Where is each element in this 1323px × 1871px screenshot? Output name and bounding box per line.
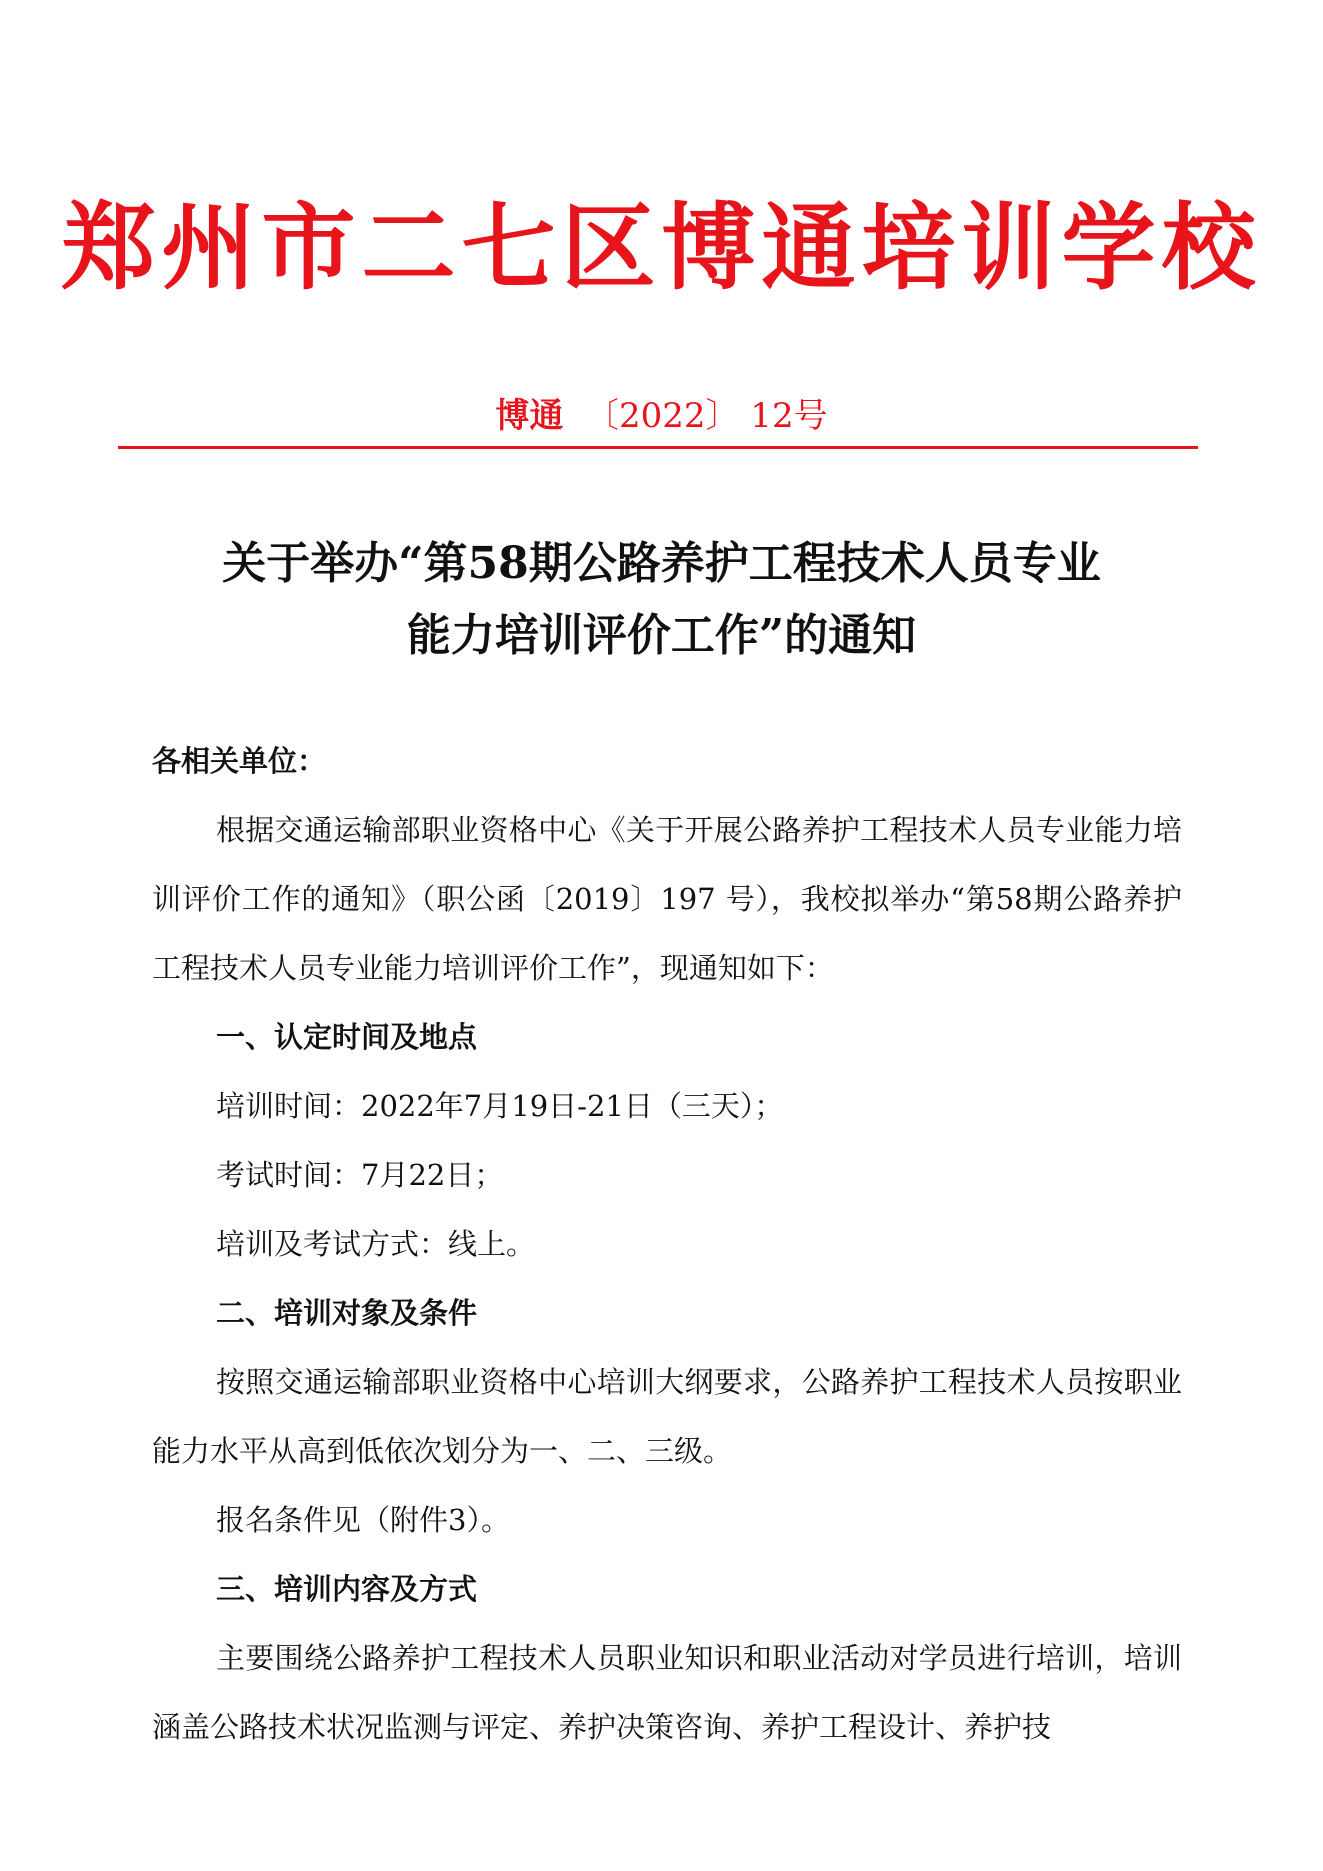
section-2-paragraph-2: 报名条件见（附件3）。 [216,1503,510,1537]
section-2-heading: 二、培训对象及条件 [216,1296,478,1330]
salutation: 各相关单位： [152,744,327,778]
exam-time: 考试时间：7月22日； [216,1158,504,1192]
document-number [0,392,1323,440]
training-time: 培训时间：2022年7月19日-21日（三天）； [216,1089,784,1123]
section-3-paragraph-1: 主要围绕公路养护工程技术人员职业知识和职业活动对学员进行培训，培训涵盖公路技术状况监测与评定、养护决策咨询、养护工程设计、养护技 [152,1641,1182,1744]
document-number-year: 〔2022〕 [585,396,740,436]
red-header-divider [118,446,1198,449]
notice-title-line-2: 能力培训评价工作”的通知 [406,610,917,661]
issuing-organization-header: 郑州市二七区博通培训学校 [61,193,1262,303]
document-number-prefix: 博通 [495,396,564,436]
intro-paragraph: 根据交通运输部职业资格中心《关于开展公路养护工程技术人员专业能力培训评价工作的通知》（职公函〔2019〕197 号），我校拟举办“第58期公路养护工程技术人员专业能力培训评价工作”，现通知如下： [152,813,1182,985]
training-mode: 培训及考试方式：线上。 [216,1227,536,1261]
notice-title-line-1: 关于举办“第58期公路养护工程技术人员专业 [222,538,1101,589]
section-3-heading: 三、培训内容及方式 [216,1572,478,1606]
notice-title [100,528,1223,672]
section-2-paragraph-1: 按照交通运输部职业资格中心培训大纲要求，公路养护工程技术人员按职业能力水平从高到低依次划分为一、二、三级。 [152,1365,1182,1468]
notice-body [152,727,1182,1762]
section-1-heading: 一、认定时间及地点 [216,1020,478,1054]
document-number-suffix: 12号 [750,396,828,436]
